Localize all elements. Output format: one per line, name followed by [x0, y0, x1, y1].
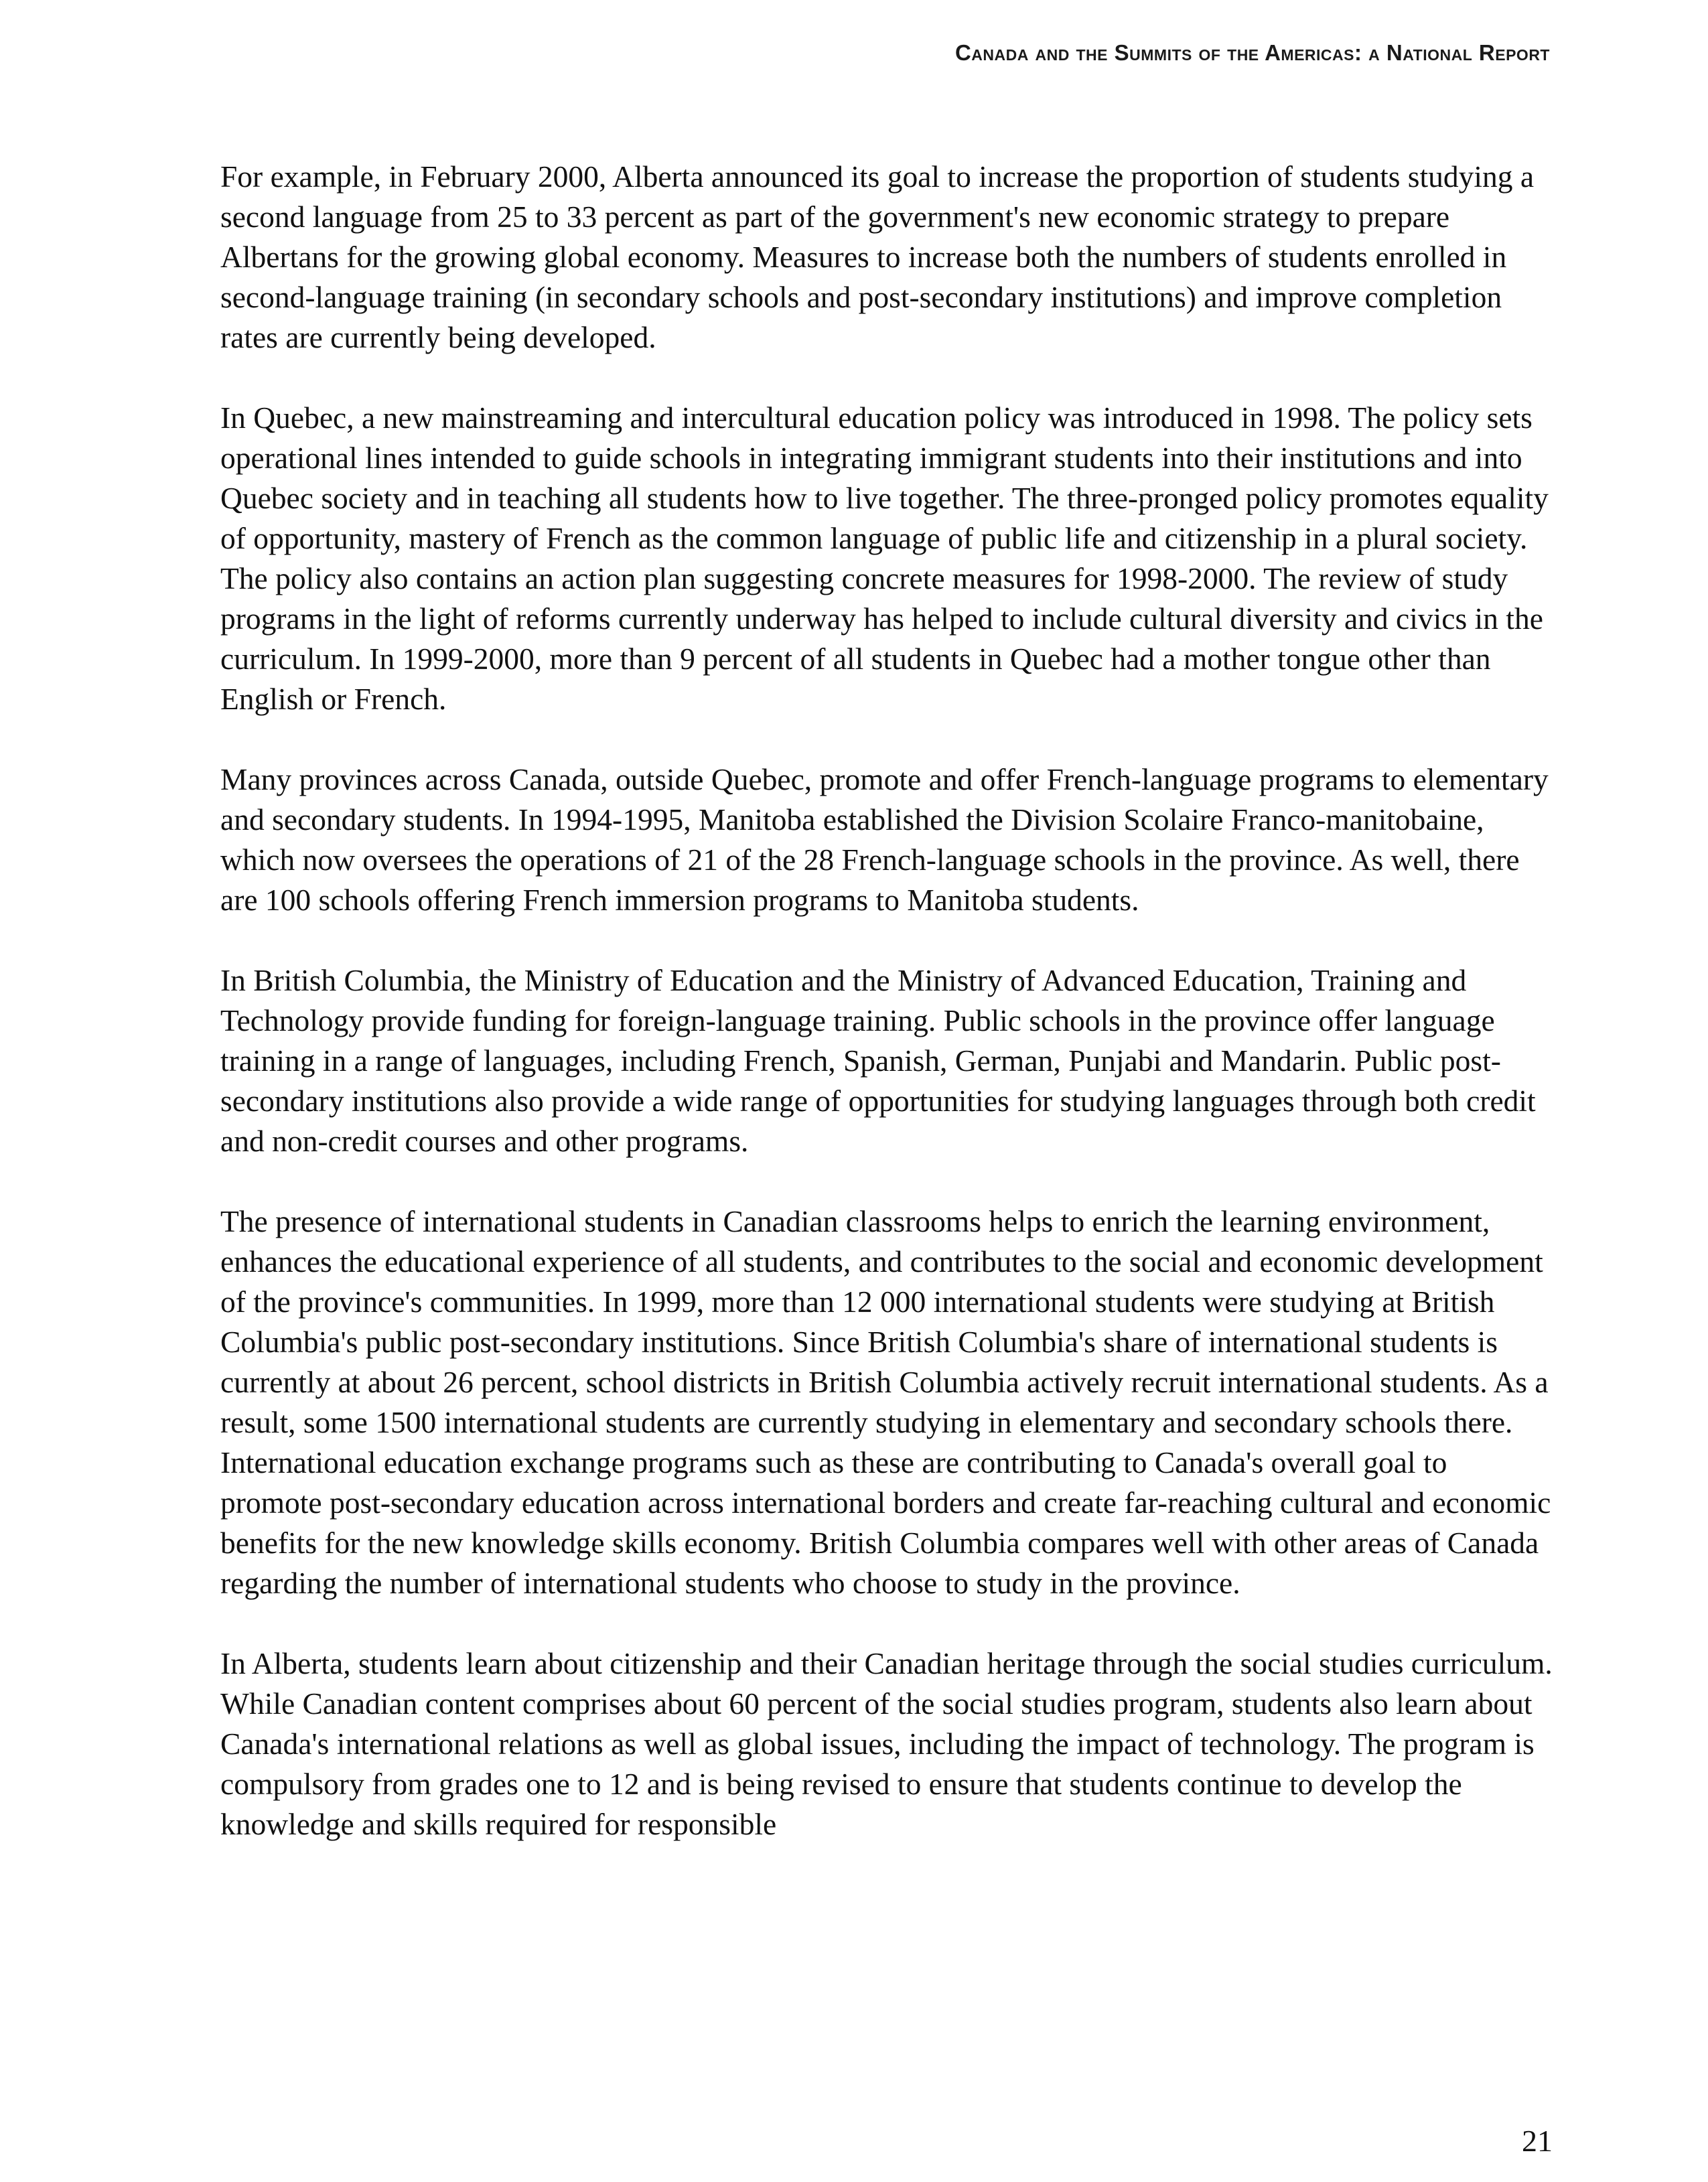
paragraph-alberta-citizenship: In Alberta, students learn about citizenship and their Canadian heritage through the social studies curriculum. While Canadian content comprises about 60 percent of the social studies program, students also learn about Canada's international relations as well as global issues, including the impact of technology. The program is compulsory from grades one to 12 and is being revised to ensure that students continue to develop the knowledge and skills required for responsible — [220, 1646, 1553, 1841]
paragraph-french-language-programs: Many provinces across Canada, outside Quebec, promote and offer French-language programs to elementary and secondary students. In 1994-1995, Manitoba established the Division Scolaire Franco-manitobaine, which now oversees the operations of 21 of the 28 French-language schools in the province. As well, there are 100 schools offering French immersion programs to Manitoba students. — [220, 762, 1549, 917]
paragraph-international-students: The presence of international students in Canadian classrooms helps to enrich the learning environment, enhances the educational experience of all students, and contributes to the social and economic development of the province's communities. In 1999, more than 12 000 international students were studying at British Columbia's public post-secondary institutions. Since British Columbia's share of international students is currently at about 26 percent, school districts in British Columbia actively recruit international students. As a result, some 1500 international students are currently studying in elementary and secondary schools there. International education exchange programs such as these are contributing to Canada's overall goal to promote post-secondary education across international borders and create far-reaching cultural and economic benefits for the new knowledge skills economy. British Columbia compares well with other areas of Canada regarding the number of international students who choose to study in the province. — [220, 1204, 1551, 1600]
running-header: Canada and the Summits of the Americas: a National Report — [954, 40, 1550, 65]
body-text — [220, 157, 1553, 1885]
paragraph-quebec-intercultural-policy: In Quebec, a new mainstreaming and intercultural education policy was introduced in 1998. The policy sets operational lines intended to guide schools in integrating immigrant students into their institutions and into Quebec society and in teaching all students how to live together. The three-pronged policy promotes equality of opportunity, mastery of French as the common language of public life and citizenship in a plural society. The policy also contains an action plan suggesting concrete measures for 1998-2000. The review of study programs in the light of reforms currently underway has helped to include cultural diversity and civics in the curriculum. In 1999-2000, more than 9 percent of all students in Quebec had a mother tongue other than English or French. — [220, 401, 1549, 716]
page-number: 21 — [1522, 2124, 1553, 2158]
paragraph-british-columbia-language-training: In British Columbia, the Ministry of Education and the Ministry of Advanced Education, Training and Technology provide funding for foreign-language training. Public schools in the province offer language training in a range of languages, including French, Spanish, German, Punjabi and Mandarin. Public post-secondary institutions also provide a wide range of opportunities for studying languages through both credit and non-credit courses and other programs. — [220, 963, 1536, 1158]
paragraph-alberta-second-language: For example, in February 2000, Alberta announced its goal to increase the proportion of students studying a second language from 25 to 33 percent as part of the government's new economic strategy to prepare Albertans for the growing global economy. Measures to increase both the numbers of students enrolled in second-language training (in secondary schools and post-secondary institutions) and improve completion rates are currently being developed. — [220, 159, 1535, 354]
